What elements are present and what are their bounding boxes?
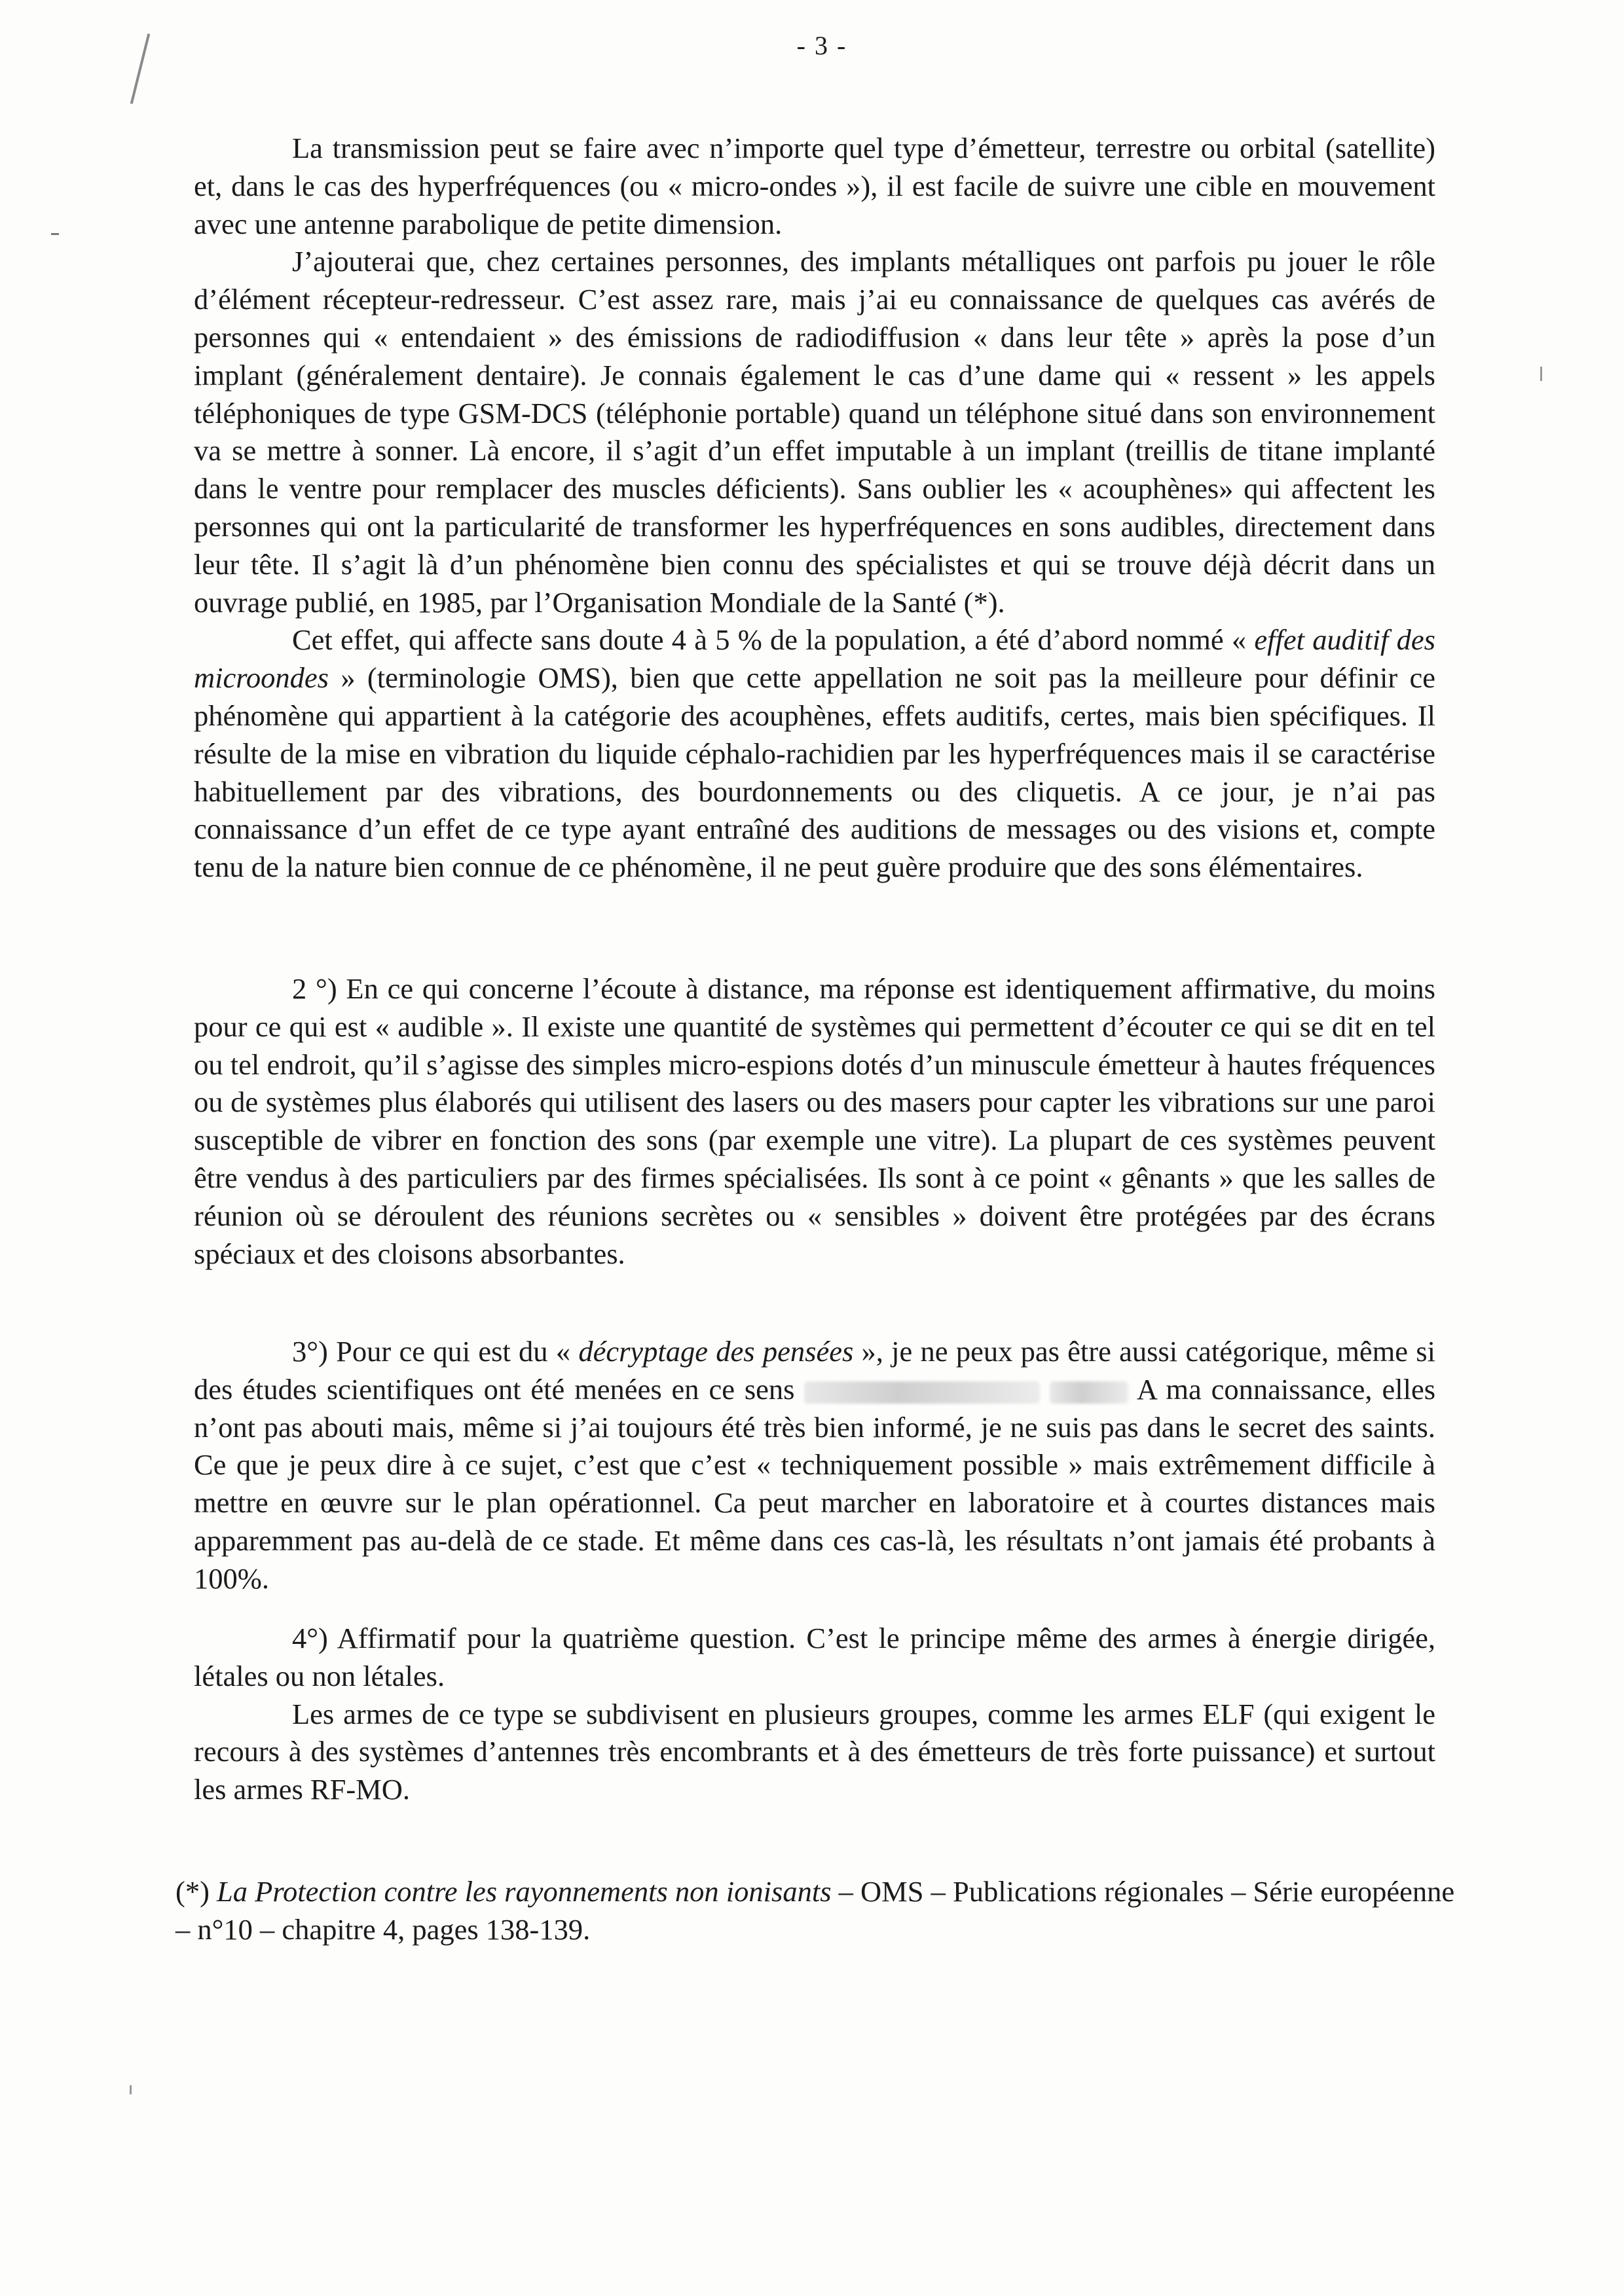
paragraph: Cet effet, qui affecte sans doute 4 à 5 % de la population, a été d’abord nommé « effet auditif des microondes » (terminologie OMS), bien que cette appellation ne soit pas la meilleure pour définir ce phénomène qui appartient à la catégorie des acouphènes, effets auditifs, certes, mais bien spécifiques. Il résulte de la mise en vibration du liquide céphalo-rachidien par les hyperfréquences mais il se caractérise habituellement par des vibrations, des bourdonnements ou des cliquetis. A ce jour, je n’ai pas connaissance d’un effet de ce type ayant entraîné des auditions de messages ou des visions et, compte tenu de la nature bien connue de ce phénomène, il ne peut guère produire que des sons élémentaires. [194, 623, 1435, 884]
scan-mark [130, 33, 150, 104]
paragraph: J’ajouterai que, chez certaines personnes, des implants métalliques ont parfois pu jouer le rôle d’élément récepteur-redresseur. C’est assez rare, mais j’ai eu connaissance de quelques cas avérés de personnes qui « entendaient » des émissions de radiodiffusion « dans leur tête » après la pose d’un implant (généralement dentaire). Je connais également le cas d’une dame qui « ressent » les appels téléphoniques de type GSM-DCS (téléphonie portable) quand un téléphone situé dans son environnement va se mettre à sonner. Là encore, il s’agit d’un effet imputable à un implant (treillis de titane implanté dans le ventre pour remplacer des muscles déficients). Sans oublier les « acouphènes» qui affectent les personnes qui ont la particularité de transformer les hyperfréquences en sons audibles, directement dans leur tête. Il s’agit là d’un phénomène bien connu des spécialistes et qui se trouve déjà décrit dans un ouvrage publié, en 1985, par l’Organisation Mondiale de la Santé (*). [194, 245, 1435, 619]
paragraph: La transmission peut se faire avec n’importe quel type d’émetteur, terrestre ou orbital (satellite) et, dans le cas des hyperfréquences (ou « micro-ondes »), il est facile de suivre une cible en mouvement avec une antenne parabolique de petite dimension. [194, 132, 1435, 240]
italic-term: effet auditif des microondes [194, 623, 1435, 695]
paragraph: 2 °) En ce qui concerne l’écoute à distance, ma réponse est identiquement affirmative, du moins pour ce qui est « audible ». Il existe une quantité de systèmes qui permettent d’écouter ce qui se dit en tel ou tel endroit, qu’il s’agisse des simples micro-espions dotés d’un minuscule émetteur à hautes fréquences ou de systèmes plus élaborés qui utilisent des lasers ou des masers pour capter les vibrations sur une paroi susceptible de vibrer en fonction des sons (par exemple une vitre). La plupart de ces systèmes peuvent être vendus à des particuliers par des firmes spécialisées. Ils sont à ce point « gênants » que les salles de réunion où se déroulent des réunions secrètes ou « sensibles » doivent être protégées par des écrans spéciaux et des cloisons absorbantes. [194, 972, 1435, 1270]
redacted-text [1050, 1381, 1128, 1404]
redacted-text [804, 1381, 1040, 1404]
footnote-reference: – OMS – Publications régionales – Série européenne – n°10 – chapitre 4, pages 138-139. [175, 1875, 1455, 1946]
section-ecoute-distance [194, 970, 1435, 1273]
section-transmission [194, 130, 1435, 886]
paragraph: 3°) Pour ce qui est du « décryptage des pensées », je ne peux pas être aussi catégorique, même si des études scientifiques ont été menées en ce sens A ma connaissance, elles n’ont pas abouti mais, même si j’ai toujours été très bien informé, je ne suis pas dans le secret des saints. Ce que je peux dire à ce sujet, c’est que c’est « techniquement possible » mais extrêmement difficile à mettre en œuvre sur le plan opérationnel. Ca peut marcher en laboratoire et à courtes distances mais apparemment pas au-delà de ce stade. Et même dans ces cas-là, les résultats n’ont jamais été probants à 100%. [194, 1335, 1436, 1595]
italic-term: décryptage des pensées [578, 1335, 854, 1368]
scan-mark [1540, 367, 1542, 381]
scan-mark [51, 233, 59, 235]
footnote-title: La Protection contre les rayonnements non ionisants [217, 1875, 832, 1908]
paragraph: Les armes de ce type se subdivisent en plusieurs groupes, comme les armes ELF (qui exigent le recours à des systèmes d’antennes très encombrants et à des émetteurs de très forte puissance) et surtout les armes RF-MO. [194, 1697, 1435, 1806]
section-armes [194, 1620, 1435, 1809]
paragraph: 4°) Affirmatif pour la quatrième question. C’est le principe même des armes à énergie dirigée, létales ou non létales. [194, 1622, 1435, 1692]
scan-mark [130, 2085, 132, 2094]
footnote [175, 1872, 1459, 1948]
section-decryptage [194, 1333, 1435, 1598]
footnote-marker: (*) [175, 1875, 210, 1908]
page-number: - 3 - [796, 31, 847, 60]
